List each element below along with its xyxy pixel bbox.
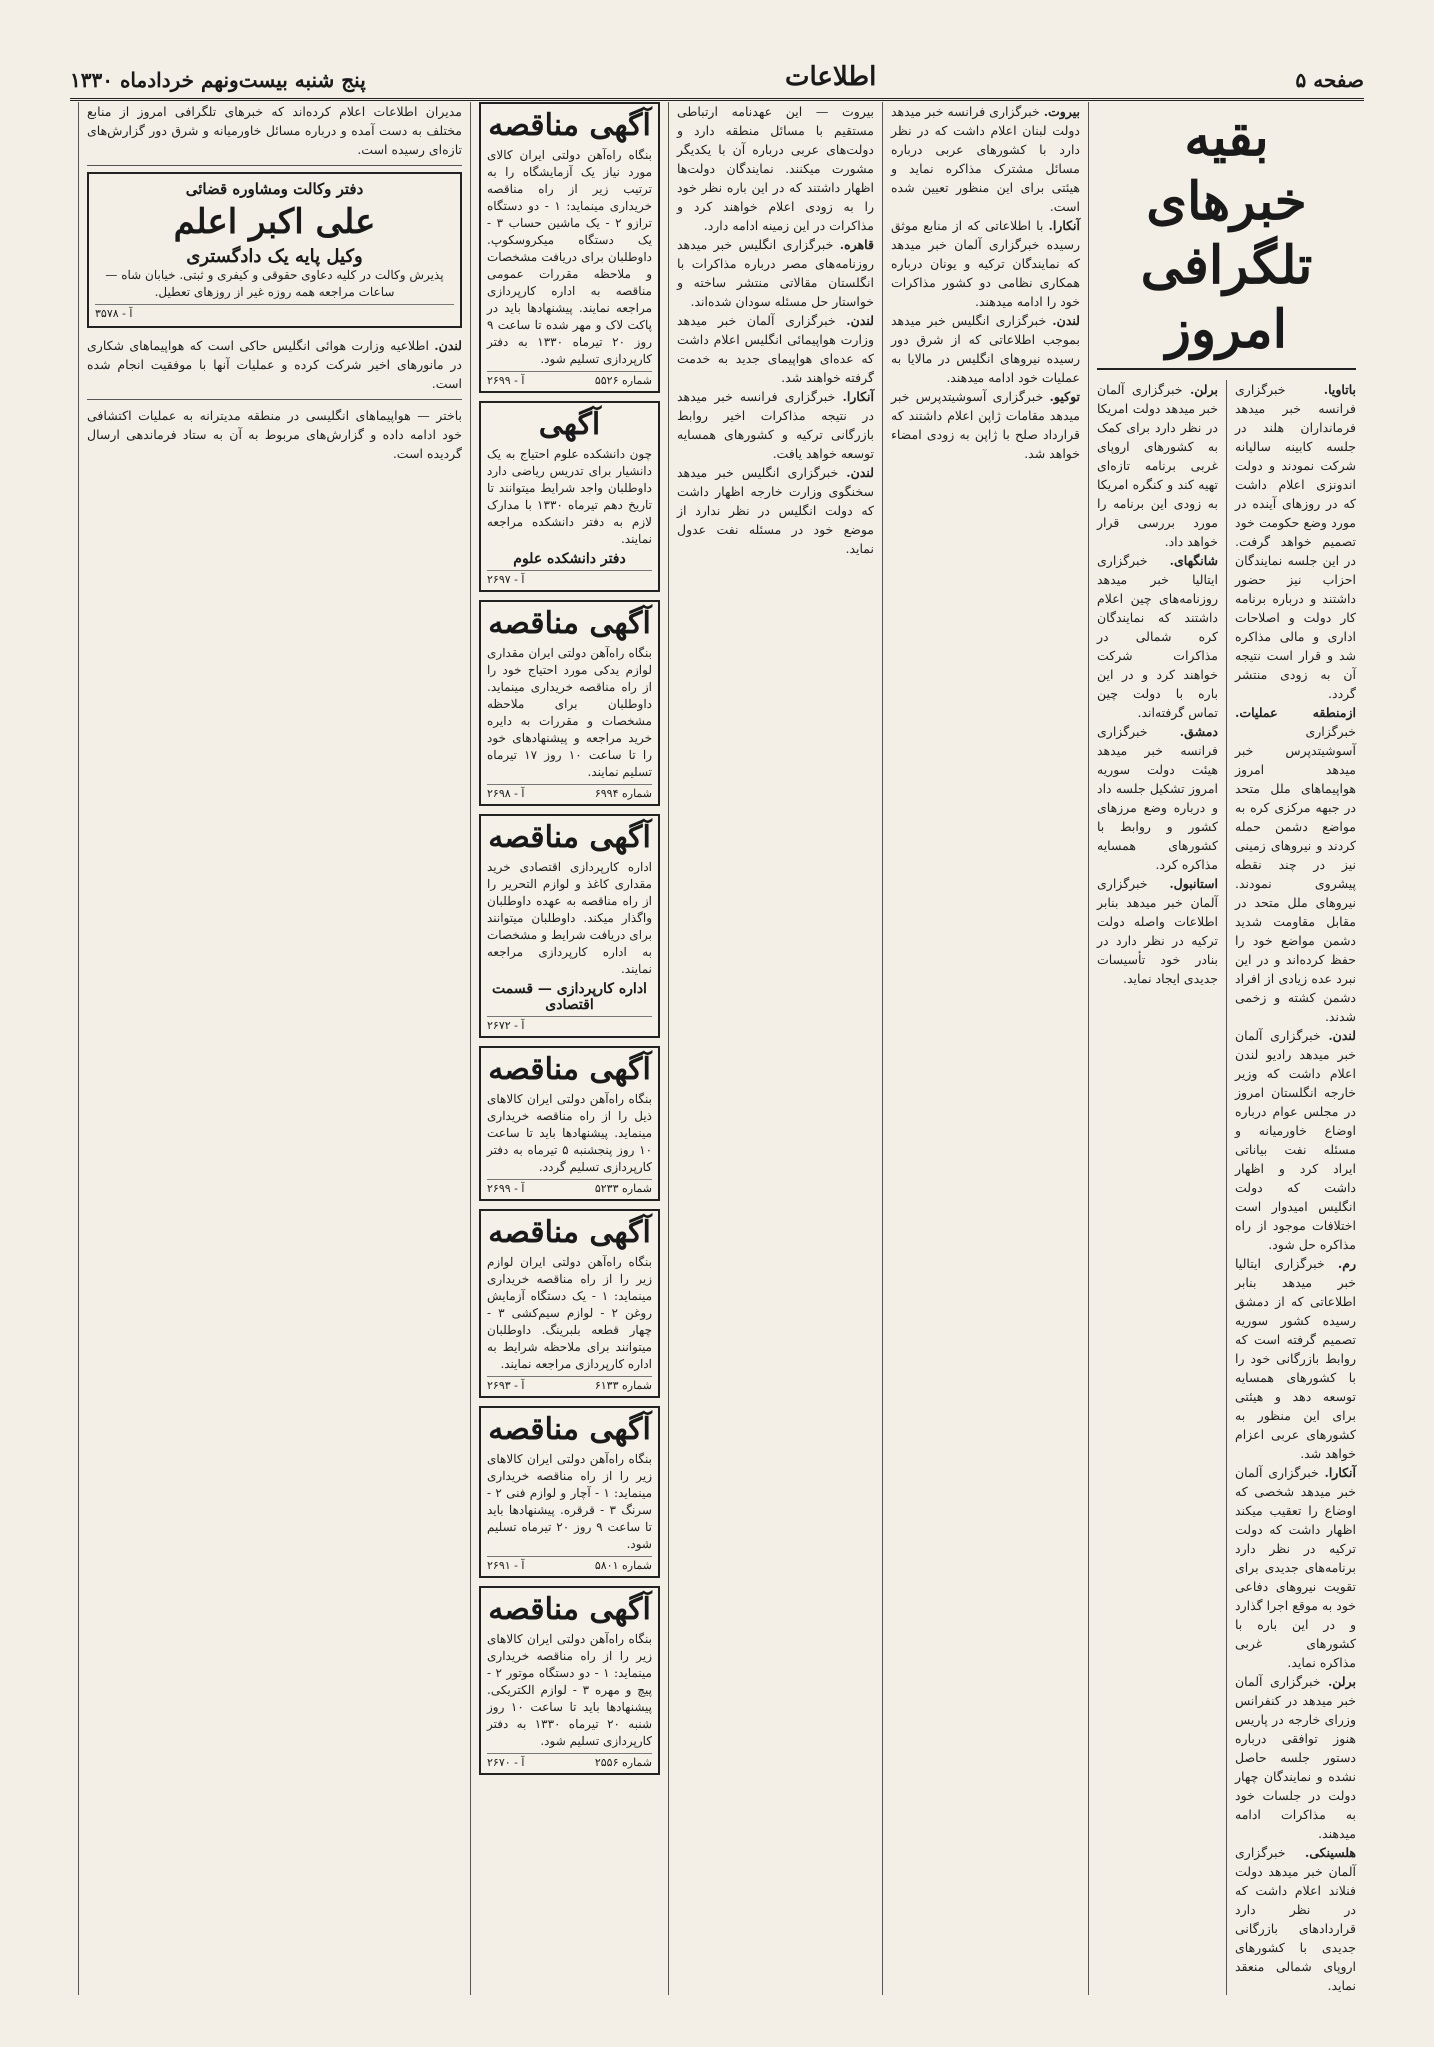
news-text: خبرگزاری آلمان خبر میدهد در کنفرانس وزرای خارجه در پاریس هنوز توافقی درباره دستور جلسه حاصل نشده و نمایندگان چهار دولت در جلسات خود به مذاکرات ادامه میدهند. — [1235, 1674, 1356, 1841]
news-item — [1235, 703, 1356, 1026]
news-text: خبرگزاری آسوشیتدپرس خبر میدهد امروز هواپیماهای ملل متحد در جبهه مرکزی کره به مواضع دشمن حمله کردند و نیروهای زمینی نیز در چند نقطه پیشروی نمودند. نیروهای ملل متحد در مقابل مقاومت شدید دشمن مواضع خود را حفظ کرده‌اند و در این نبرد عده زیادی از افراد دشمن کشته و زخمی شدند. — [1235, 724, 1356, 1024]
ad-title: آگهی مناقصه — [488, 606, 651, 641]
ad-code: آ - ۲۶۹۱ — [487, 1559, 525, 1572]
ad-footer — [487, 570, 652, 586]
main-news-subcolumn-left — [1097, 380, 1227, 1995]
ad-footer — [487, 1376, 652, 1392]
ad-reference: شماره ۵۵۲۶ — [594, 374, 652, 387]
ad-footer — [487, 784, 652, 800]
page-number: صفحه ۵ — [1295, 68, 1364, 92]
news-dateline: هلسینکی. — [1304, 1845, 1356, 1860]
ad-reference: شماره ۶۹۹۴ — [594, 787, 652, 800]
news-dateline: بیروت. — [1043, 104, 1080, 119]
tender-ad — [479, 1586, 660, 1775]
divider — [87, 165, 462, 166]
news-dateline: لندن. — [1328, 1028, 1356, 1043]
news-item — [1235, 1463, 1356, 1672]
main-headline: بقیه خبرهای تلگرافی امروز — [1097, 106, 1356, 370]
ad-footer — [487, 1016, 652, 1032]
news-dateline: ازمنطقه عملیات. — [1235, 705, 1356, 720]
lawyer-name: علی اکبر اعلم — [173, 202, 376, 242]
news-text: خبرگزاری فرانسه خبر میدهد فرمانداران هلند در جلسه کابینه سالیانه شرکت نمودند و دولت اندونزی اعلام داشت که در روزهای آینده در مورد وضع حکومت خود تصمیم خواهد گرفت. در این جلسه نمایندگان احزاب نیز حضور داشتند و درباره برنامه کار دولت و اصلاحات اداری و مالی مذاکره شد و قرار است نتیجه آن به زودی منتشر گردد. — [1235, 382, 1356, 701]
main-news-subcolumn-right — [1235, 380, 1356, 1995]
news-item — [1235, 1672, 1356, 1843]
news-dateline: آنکارا. — [1048, 218, 1080, 233]
news-text: خبرگزاری انگلیس خبر میدهد بموجب اطلاعاتی که از شرق دور رسیده نیروهای انگلیس در مالایا به عملیات خود ادامه میدهند. — [891, 313, 1080, 385]
news-dateline: لندن. — [846, 465, 874, 480]
news-text: بیروت — این عهدنامه ارتباطی مستقیم با مسائل منطقه دارد و دولت‌های عربی درباره آن با یکدیگر مشورت میکنند. نمایندگان دولت‌ها اظهار داشتند که در این باره نظر خود را به زودی اعلام خواهند کرد و مذاکرات در این زمینه ادامه دارد. — [677, 104, 874, 233]
news-text: خبرگزاری ایتالیا خبر میدهد بنابر اطلاعاتی که از دمشق رسیده کشور سوریه تصمیم گرفته است که روابط بازرگانی خود را با کشورهای همسایه توسعه دهد و هیئتی برای این منظور به کشورهای عربی اعزام خواهد شد. — [1235, 1256, 1356, 1461]
ad-reference: شماره ۶۱۳۳ — [594, 1379, 652, 1392]
news-text: خبرگزاری آلمان خبر میدهد وزارت هواپیمائی انگلیس اعلام داشت که عده‌ای هواپیمای جدید به خدمت گرفته خواهند شد. — [677, 313, 874, 385]
news-item — [891, 387, 1080, 463]
news-item — [677, 102, 874, 235]
ad-code: آ - ۲۶۹۳ — [487, 1379, 525, 1392]
ad-footer — [487, 1556, 652, 1572]
ad-reference: شماره ۵۸۰۱ — [594, 1559, 652, 1572]
news-item — [677, 235, 874, 311]
ad-code: آ - ۲۶۹۷ — [487, 573, 525, 586]
tender-ad — [479, 814, 660, 1038]
ad-title: آگهی مناقصه — [488, 1215, 651, 1250]
news-text: خبرگزاری انگلیس خبر میدهد روزنامه‌های مصر درباره مذاکرات با انگلستان مقالاتی منتشر ساخته و خواستار حل مسئله سودان شده‌اند. — [677, 237, 874, 309]
news-text: خبرگزاری آلمان خبر میدهد شخصی که اوضاع را تعقیب میکند اظهار داشت که دولت ترکیه در نظر دارد برنامه‌های جدیدی برای تقویت نیروهای دفاعی خود به موقع اجرا گذارد و در این باره با کشورهای غربی مذاکره نماید. — [1235, 1465, 1356, 1670]
news-dateline: آنکارا. — [1324, 1465, 1356, 1480]
news-text: خبرگزاری فرانسه خبر میدهد در نتیجه مذاکرات اخیر روابط بازرگانی ترکیه و کشورهای همسایه توسعه خواهد یافت. — [677, 389, 874, 461]
ad-code: آ - ۲۶۷۲ — [487, 1019, 525, 1032]
ad-text: چون دانشکده علوم احتیاج به یک دانشیار برای تدریس ریاضی دارد داوطلبان واجد شرایط میتوانند تا تاریخ دهم تیرماه ۱۳۳۰ با مدارک لازم به دفتر دانشکده مراجعه نمایند. — [487, 447, 652, 546]
news-item — [677, 463, 874, 558]
ad-title: آگهی مناقصه — [488, 1592, 651, 1627]
news-item — [1097, 722, 1218, 874]
news-dateline: لندن. — [846, 313, 874, 328]
ad-title: آگهی مناقصه — [488, 1412, 651, 1447]
news-item — [677, 387, 874, 463]
main-news-subcolumns — [1097, 380, 1356, 1995]
column-news-3 — [668, 102, 882, 1995]
news-item — [891, 216, 1080, 311]
ad-code: آ - ۲۶۹۹ — [487, 374, 525, 387]
issue-date: پنج شنبه بیست‌ونهم خردادماه ۱۳۳۰ — [70, 68, 366, 92]
news-dateline: دمشق. — [1179, 724, 1218, 739]
ad-code: آ - ۲۶۷۰ — [487, 1756, 525, 1769]
tender-ad — [479, 102, 660, 393]
ad-text: بنگاه راه‌آهن دولتی ایران مقداری لوازم یدکی مورد احتیاج خود را از راه مناقصه خریداری مینماید. داوطلبان برای ملاحظه مشخصات و مقررات به دایره خرید مراجعه و پیشنهادهای خود را تا ساعت ۱۰ روز ۱۷ تیرماه تسلیم نمایند. — [487, 646, 652, 779]
divider — [87, 399, 462, 400]
tender-ad — [479, 1046, 660, 1201]
news-text: خبرگزاری انگلیس خبر میدهد سخنگوی وزارت خارجه اظهار داشت که دولت انگلیس در نظر ندارد از موضع خود در مسئله نفت عدول نماید. — [677, 465, 874, 556]
news-text: خبرگزاری فرانسه خبر میدهد هیئت دولت سوریه امروز تشکیل جلسه داد و درباره وضع مرزهای کشور و روابط با کشورهای همسایه مذاکره کرد. — [1097, 724, 1218, 872]
ad-text: بنگاه راه‌آهن دولتی ایران کالاهای زیر را از راه مناقصه خریداری مینماید: ۱ - دو دستگاه موتور ۲ - پیچ و مهره ۳ - لوازم الکتریکی. پیشنهادها باید تا ساعت ۱۰ روز شنبه ۲۰ تیرماه ۱۳۳۰ به دفتر کارپردازی تسلیم شود. — [487, 1632, 653, 1748]
column-ads — [470, 102, 668, 1995]
news-item — [1235, 1026, 1356, 1254]
news-text: باختر — هواپیماهای انگلیسی در منطقه مدیترانه به عملیات اکتشافی خود ادامه داده و گزارش‌های مربوط به آن به ستاد فرماندهی ارسال گردیده است. — [87, 408, 462, 461]
ad-reference: شماره ۲۵۵۶ — [594, 1756, 652, 1769]
ad-footer — [487, 371, 652, 387]
news-item — [1235, 1254, 1356, 1463]
ad-signature: اداره کارپردازی — قسمت اقتصادی — [492, 981, 647, 1013]
ad-title: آگهی مناقصه — [488, 820, 651, 855]
news-dateline: برلن. — [1189, 382, 1218, 397]
tender-ad — [479, 1406, 660, 1578]
news-text: اطلاعیه وزارت هوائی انگلیس حاکی است که هواپیماهای شکاری در مانورهای اخیر شرکت کرده و عملیات آنها با موفقیت انجام شده است. — [87, 338, 462, 391]
ad-code: آ - ۲۶۹۹ — [487, 1182, 525, 1195]
tender-ad — [479, 1209, 660, 1398]
news-dateline: لندن. — [434, 338, 462, 353]
ad-title: آگهی مناقصه — [488, 108, 651, 143]
lawyer-title: وکیل پایه یک دادگستری — [186, 246, 363, 267]
notice-ad — [479, 401, 660, 592]
ad-title: آگهی مناقصه — [488, 1052, 651, 1087]
news-text: خبرگزاری ایتالیا خبر میدهد روزنامه‌های چین اعلام داشتند که نمایندگان کره شمالی در مذاکرات شرکت خواهند کرد و در این باره با دولت چین تماس گرفته‌اند. — [1097, 553, 1218, 720]
news-dateline: لندن. — [1052, 313, 1080, 328]
news-dateline: باتاویا. — [1323, 382, 1356, 397]
news-item — [1097, 874, 1218, 988]
news-dateline: آنکارا. — [842, 389, 874, 404]
columns — [70, 102, 1364, 1993]
news-dateline: استانبول. — [1169, 876, 1218, 891]
lawyer-text: پذیرش وکالت در کلیه دعاوی حقوقی و کیفری و ثبتی. خیابان شاه — ساعات مراجعه همه روزه غیر از روزهای تعطیل. — [105, 268, 444, 299]
news-text: خبرگزاری آلمان خبر میدهد بنابر اطلاعات واصله دولت ترکیه در نظر دارد در بنادر خود تأسیسات جدیدی ایجاد نماید. — [1097, 876, 1218, 986]
ad-text: بنگاه راه‌آهن دولتی ایران کالای مورد نیاز یک آزمایشگاه را به ترتیب زیر از راه مناقصه خریداری مینماید: ۱ - دو دستگاه ترازو ۲ - یک ماشین حساب ۳ - یک دستگاه میکروسکوپ. داوطلبان برای دریافت مشخصات و ملاحظه مقررات عمومی مناقصه به اداره کارپردازی مراجعه نمایند. پیشنهادها باید در پاکت لاک و مهر شده تا ساعت ۹ روز ۲۰ تیرماه ۱۳۳۰ به دفتر کارپردازی تسلیم شود. — [487, 148, 652, 366]
news-item — [87, 102, 462, 159]
news-item — [1097, 551, 1218, 722]
ad-title: آگهی — [538, 407, 601, 442]
news-item — [891, 311, 1080, 387]
news-item — [1097, 380, 1218, 551]
news-text: خبرگزاری آسوشیتدپرس خبر میدهد مقامات ژاپن اعلام داشتند که قرارداد صلح با ژاپن به زودی امضاء خواهد شد. — [891, 389, 1080, 461]
news-item — [1235, 380, 1356, 703]
ad-footer — [487, 1753, 652, 1769]
news-dateline: قاهره. — [839, 237, 874, 252]
ad-text: بنگاه راه‌آهن دولتی ایران کالاهای زیر را از راه مناقصه خریداری مینماید: ۱ - آچار و لوازم فنی ۲ - سرنگ ۳ - قرقره. پیشنهادها باید تا ساعت ۹ روز ۲۰ تیرماه تسلیم شود. — [487, 1452, 652, 1551]
ad-text: بنگاه راه‌آهن دولتی ایران کالاهای ذیل را از راه مناقصه خریداری مینماید. پیشنهادها باید تا ساعت ۱۰ روز پنجشنبه ۵ تیرماه به دفتر کارپردازی تسلیم گردد. — [487, 1092, 653, 1174]
news-item — [891, 102, 1080, 216]
news-text: با اطلاعاتی که از منابع موثق رسیده خبرگزاری آلمان خبر میدهد که نمایندگان ترکیه و یونان درباره همکاری نظامی دو کشور مذاکرات خود را ادامه میدهند. — [891, 218, 1080, 309]
news-dateline: توکیو. — [1049, 389, 1080, 404]
ad-reference: شماره ۵۲۳۳ — [594, 1182, 652, 1195]
ad-footer — [95, 304, 454, 320]
tender-ad — [479, 600, 660, 806]
column-lawyer-and-news — [78, 102, 470, 1995]
news-dateline: برلن. — [1327, 1674, 1356, 1689]
news-item — [677, 311, 874, 387]
masthead — [70, 40, 1364, 101]
ad-text: اداره کارپردازی اقتصادی خرید مقداری کاغذ و لوازم التحریر را از راه مناقصه به عهده داوطلبان واگذار میکند. داوطلبان میتوانند برای دریافت شرایط و مشخصات به اداره کارپردازی مراجعه نمایند. — [487, 860, 652, 976]
news-text: مدیران اطلاعات اعلام کرده‌اند که خبرهای تلگرافی امروز از منابع مختلف به دست آمده و درباره مسائل خاورمیانه و شرق دور گزارش‌های تازه‌ای رسیده است. — [87, 104, 462, 157]
column-main-news — [1088, 102, 1364, 1995]
ad-text: بنگاه راه‌آهن دولتی ایران لوازم زیر را از راه مناقصه خریداری مینماید: ۱ - یک دستگاه آزمایش روغن ۲ - لوازم سیم‌کشی ۳ - چهار قطعه بلبرینگ. داوطلبان میتوانند برای ملاحظه شرایط به اداره کارپردازی مراجعه نمایند. — [487, 1255, 652, 1371]
news-text: خبرگزاری آلمان خبر میدهد دولت امریکا در نظر دارد برای کمک به کشورهای اروپای غربی برنامه تازه‌ای تهیه کند و کنگره امریکا به زودی این برنامه را مورد بررسی قرار خواهد داد. — [1097, 382, 1218, 549]
news-item — [87, 336, 462, 393]
news-text: خبرگزاری فرانسه خبر میدهد دولت لبنان اعلام داشت که در نظر دارد با کشورهای عربی درباره مسائل مشترک مذاکره نماید و هیئتی برای این منظور تعیین شده است. — [890, 104, 1080, 214]
ad-code: آ - ۳۵۷۸ — [95, 307, 133, 320]
ad-signature: دفتر دانشکده علوم — [513, 551, 626, 567]
news-dateline: شانگهای. — [1169, 553, 1218, 568]
ad-code: آ - ۲۶۹۸ — [487, 787, 525, 800]
news-item — [87, 406, 462, 463]
news-text: خبرگزاری آلمان خبر میدهد رادیو لندن اعلام داشت که وزیر خارجه انگلستان امروز در مجلس عوام درباره اوضاع خاورمیانه و مسئله نفت بیاناتی ایراد کرد و اظهار داشت که دولت انگلیس امیدوار است اختلافات موجود از راه مذاکره حل شود. — [1235, 1028, 1356, 1252]
news-text: خبرگزاری آلمان خبر میدهد دولت فنلاند اعلام داشت که در نظر دارد قراردادهای بازرگانی جدیدی با کشورهای اروپای شمالی منعقد نماید. — [1235, 1845, 1356, 1993]
lawyer-ad — [87, 172, 462, 328]
newspaper-name: اطلاعات — [785, 62, 877, 92]
ad-footer — [487, 1179, 652, 1195]
news-dateline: رم. — [1337, 1256, 1356, 1271]
column-news-2 — [882, 102, 1088, 1995]
lawyer-office: دفتر وکالت ومشاوره قضائی — [185, 180, 364, 198]
news-item — [1235, 1843, 1356, 1995]
